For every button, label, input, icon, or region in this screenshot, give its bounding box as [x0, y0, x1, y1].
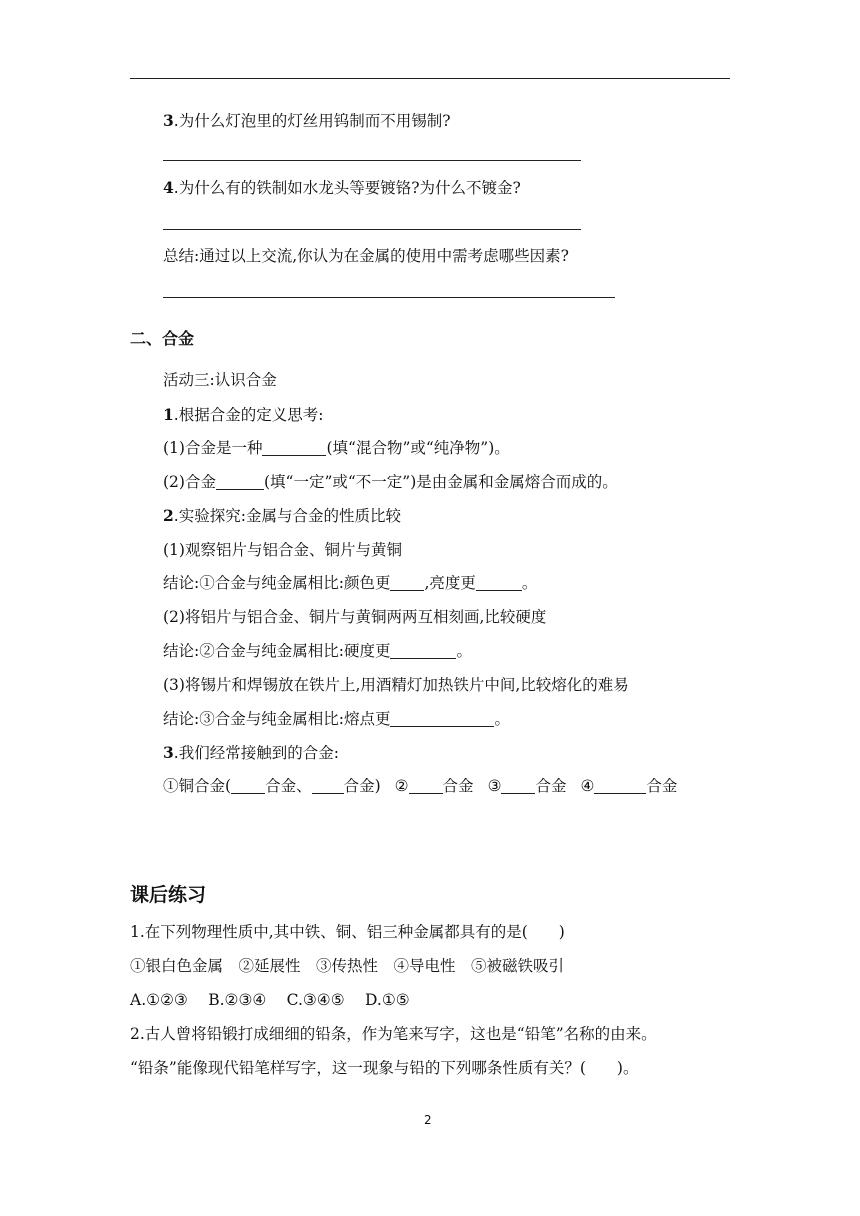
text-segment: 合金)	[343, 777, 381, 795]
fill-blank[interactable]	[390, 575, 424, 591]
item-1-2	[163, 472, 618, 492]
practice-question-2-line-1: 2.古人曾将铅锻打成细细的铅条，作为笔来写字，这也是“铅笔”名称的由来。	[130, 1025, 657, 1043]
page-number: 2	[424, 1113, 432, 1127]
conclusion-1	[163, 573, 537, 593]
text-segment: 结论:③合金与纯金属相比:熔点更	[163, 710, 391, 728]
text-segment: ②	[394, 777, 409, 795]
text-segment: 合金、	[265, 777, 312, 795]
text-segment: ①铜合金(	[163, 777, 232, 795]
conclusion-3	[163, 709, 510, 729]
item-1	[163, 405, 323, 425]
practice-heading: 课后练习	[130, 884, 207, 906]
summary-question: 总结:通过以上交流,你认为在金属的使用中需考虑哪些因素?	[163, 247, 569, 265]
text-segment: 。	[494, 710, 510, 728]
item-2-1: (1)观察铝片与铝合金、铜片与黄铜	[163, 541, 402, 559]
answer-line	[163, 297, 615, 298]
activity-title: 活动三:认识合金	[163, 371, 277, 389]
fill-blank[interactable]	[594, 778, 646, 794]
section-heading: 二、合金	[130, 329, 195, 348]
text-segment: (填“一定”或“不一定”)是由金属和金属熔合而成的。	[263, 473, 618, 491]
text-segment: 结论:①合金与纯金属相比:颜色更	[163, 574, 391, 592]
question-text: .为什么有的铁制如水龙头等要镀铬?为什么不镀金?	[173, 179, 521, 197]
fill-blank[interactable]	[390, 643, 456, 659]
answer-line	[163, 229, 581, 230]
question-number: 3	[163, 111, 174, 130]
text-segment: 结论:②合金与纯金属相比:硬度更	[163, 642, 391, 660]
fill-blank[interactable]	[409, 778, 443, 794]
text-segment: (2)合金	[163, 473, 216, 491]
item-1-1	[163, 438, 510, 458]
text-segment: 合金	[535, 777, 567, 795]
text-segment: ④	[580, 777, 595, 795]
item-2-2: (2)将铝片与铝合金、铜片与黄铜两两互相刻画,比较硬度	[163, 608, 547, 626]
answer-line	[163, 160, 581, 161]
item-number: 2	[163, 506, 174, 525]
practice-question-2-line-2: “铅条”能像现代铅笔样写字，这一现象与铅的下列哪条性质有关？( )。	[130, 1059, 639, 1077]
item-3	[163, 743, 339, 763]
item-number: 3	[163, 743, 174, 762]
item-text: .实验探究:金属与合金的性质比较	[173, 507, 401, 525]
alloy-list	[163, 776, 677, 796]
text-segment: ,亮度更	[424, 574, 476, 592]
fill-blank[interactable]	[501, 778, 535, 794]
item-text: .我们经常接触到的合金:	[173, 744, 339, 762]
text-segment: 合金	[646, 777, 678, 795]
fill-blank[interactable]	[231, 778, 265, 794]
practice-question-1: 1.在下列物理性质中,其中铁、铜、铝三种金属都具有的是( )	[130, 923, 565, 941]
text-segment: 。	[521, 574, 538, 592]
question-number: 4	[163, 178, 174, 197]
fill-blank[interactable]	[476, 575, 522, 591]
text-segment: (1)合金是一种	[163, 439, 263, 457]
item-text: .根据合金的定义思考:	[173, 406, 324, 424]
fill-blank[interactable]	[262, 440, 326, 456]
text-segment: ③	[487, 777, 502, 795]
header-rule	[130, 78, 730, 79]
question-3	[163, 111, 451, 131]
item-2-3: (3)将锡片和焊锡放在铁片上,用酒精灯加热铁片中间,比较熔化的难易	[163, 676, 629, 694]
fill-blank[interactable]	[390, 711, 494, 727]
question-4	[163, 178, 521, 198]
practice-question-1-options: ①银白色金属 ②延展性 ③传热性 ④导电性 ⑤被磁铁吸引	[130, 957, 565, 975]
item-2	[163, 506, 401, 526]
fill-blank[interactable]	[216, 474, 264, 490]
item-number: 1	[163, 405, 174, 424]
fill-blank[interactable]	[312, 778, 344, 794]
conclusion-2	[163, 641, 472, 661]
text-segment: 。	[456, 642, 472, 660]
text-segment: 合金	[442, 777, 474, 795]
practice-question-1-choices: A.①②③ B.②③④ C.③④⑤ D.①⑤	[130, 991, 410, 1009]
text-segment: (填“混合物”或“纯净物”)。	[326, 439, 510, 457]
question-text: .为什么灯泡里的灯丝用钨制而不用锡制?	[173, 112, 451, 130]
